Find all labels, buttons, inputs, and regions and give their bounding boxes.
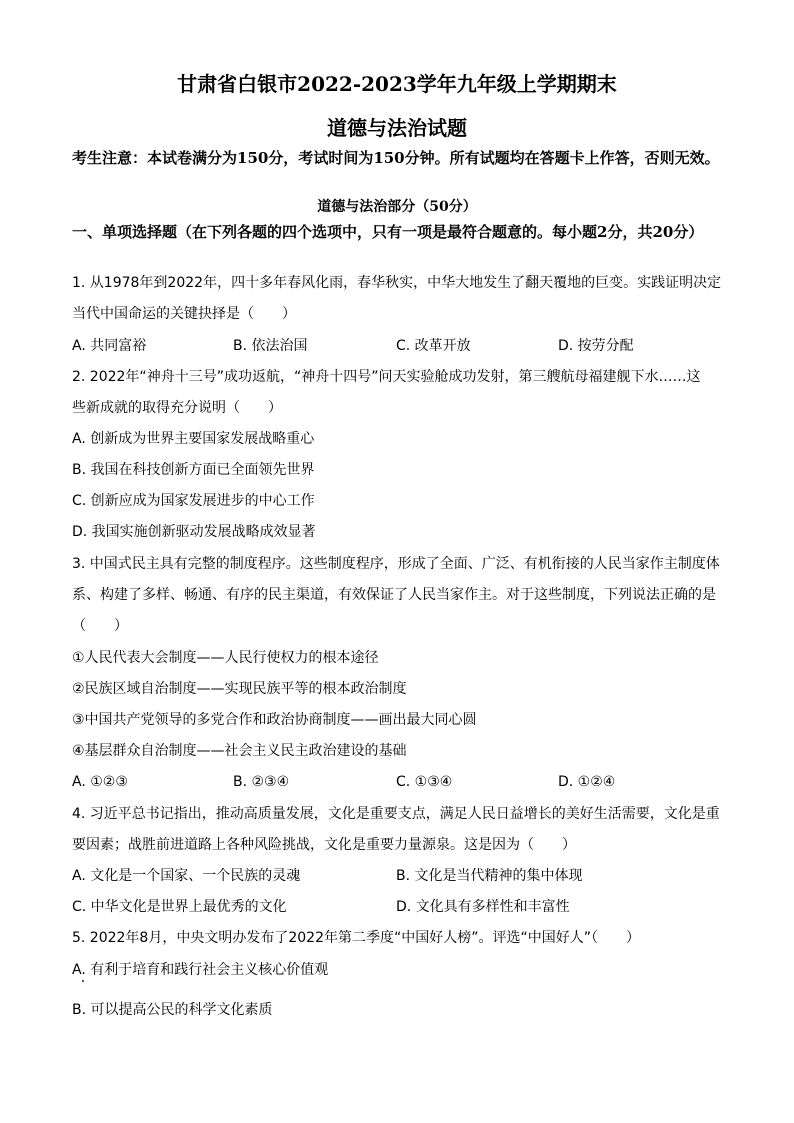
question-3-line-2: 系、构建了多样、畅通、有序的民主渠道，有效保证了人民当家作主。对于这些制度，下列说法正确的是: [72, 587, 716, 603]
question-4-line-2: 要因素；战胜前进道路上各种风险挑战，文化是重要力量源泉。这是因为（ ）: [72, 837, 576, 853]
question-1-option-d[interactable]: D. 按劳分配: [558, 338, 634, 354]
question-3-line-3: （ ）: [72, 618, 128, 634]
question-3-statement-3: ③中国共产党领导的多党合作和政治协商制度——画出最大同心圆: [72, 712, 477, 728]
question-4-option-c[interactable]: C. 中华文化是世界上最优秀的文化: [72, 899, 287, 915]
question-1-line-1: 1. 从1978年到2022年，四十多年春风化雨，春华秋实，中华大地发生了翻天覆地的巨变。实践证明决定: [72, 275, 722, 291]
question-3-option-c[interactable]: C. ①③④: [396, 774, 453, 790]
candidate-notice: 考生注意：本试卷满分为150分，考试时间为150分钟。所有试题均在答题卡上作答，否则无效。: [72, 149, 720, 167]
question-1-option-b[interactable]: B. 依法治国: [233, 338, 308, 354]
question-5-line-1: 5. 2022年8月，中央文明办发布了2022年第二季度“中国好人榜”。评选“中国好人”（ ）: [72, 930, 640, 946]
question-4-option-d[interactable]: D. 文化具有多样性和丰富性: [396, 899, 570, 915]
question-1-option-c[interactable]: C. 改革开放: [396, 338, 471, 354]
question-2-option-b[interactable]: B. 我国在科技创新方面已全面领先世界: [72, 462, 315, 478]
question-3-statement-4: ④基层群众自治制度——社会主义民主政治建设的基础: [72, 743, 407, 759]
question-2-option-a[interactable]: A. 创新成为世界主要国家发展战略重心: [72, 431, 315, 447]
question-4-line-1: 4. 习近平总书记指出，推动高质量发展，文化是重要支点，满足人民日益增长的美好生活需要，文化是重: [72, 806, 720, 822]
scan-dot: [82, 980, 84, 982]
part-heading: 一、单项选择题（在下列各题的四个选项中，只有一项是最符合题意的。每小题2分，共20分）: [72, 223, 704, 241]
question-3-option-a[interactable]: A. ①②③: [72, 774, 128, 790]
exam-subtitle: 道德与法治试题: [327, 116, 467, 140]
exam-title: 甘肃省白银市2022-2023学年九年级上学期期末: [177, 72, 617, 96]
question-2-option-d[interactable]: D. 我国实施创新驱动发展战略成效显著: [72, 524, 316, 540]
question-4-option-b[interactable]: B. 文化是当代精神的集中体现: [396, 868, 583, 884]
question-5-option-b[interactable]: B. 可以提高公民的科学文化素质: [72, 1002, 273, 1018]
question-3-option-d[interactable]: D. ①②④: [558, 774, 616, 790]
question-2-line-1: 2. 2022年“神舟十三号”成功返航，“神舟十四号”问天实验舱成功发射，第三艘航母福建舰下水……这: [72, 369, 701, 385]
question-1-line-2: 当代中国命运的关键抉择是（ ）: [72, 306, 296, 322]
question-2-line-2: 些新成就的取得充分说明（ ）: [72, 400, 282, 416]
question-4-option-a[interactable]: A. 文化是一个国家、一个民族的灵魂: [72, 868, 301, 884]
question-3-statement-1: ①人民代表大会制度——人民行使权力的根本途径: [72, 650, 379, 666]
question-1-option-a[interactable]: A. 共同富裕: [72, 338, 147, 354]
section-title: 道德与法治部分（50分）: [317, 199, 477, 215]
question-3-statement-2: ②民族区域自治制度——实现民族平等的根本政治制度: [72, 681, 407, 697]
question-3-line-1: 3. 中国式民主具有完整的制度程序。这些制度程序，形成了全面、广泛、有机衔接的人民当家作主制度体: [72, 556, 720, 572]
question-5-option-a[interactable]: A. 有利于培育和践行社会主义核心价值观: [72, 962, 329, 978]
question-2-option-c[interactable]: C. 创新应成为国家发展进步的中心工作: [72, 493, 315, 509]
question-3-option-b[interactable]: B. ②③④: [233, 774, 290, 790]
